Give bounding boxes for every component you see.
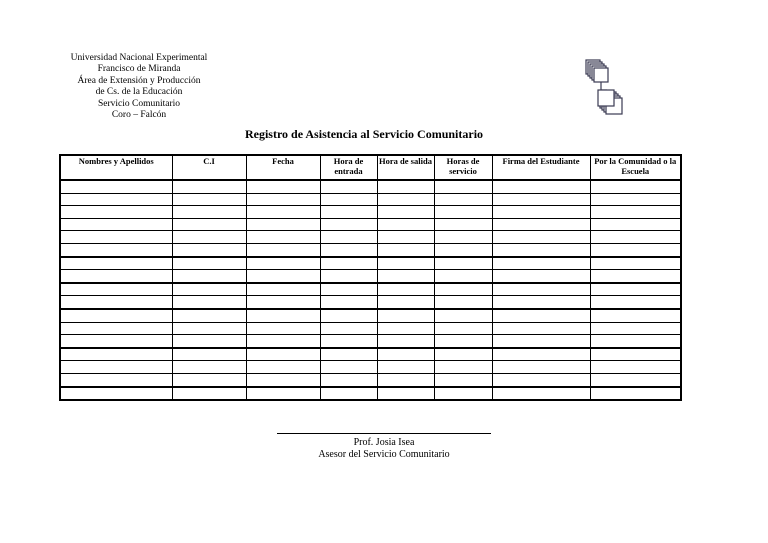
institution-line: Área de Extensión y Producción bbox=[77, 75, 201, 86]
table-cell[interactable] bbox=[60, 193, 172, 206]
table-cell[interactable] bbox=[434, 335, 492, 348]
attendance-table bbox=[59, 154, 682, 401]
table-cell[interactable] bbox=[172, 257, 246, 270]
table-cell[interactable] bbox=[492, 180, 590, 193]
table-row bbox=[60, 206, 681, 219]
table-cell[interactable] bbox=[246, 283, 320, 296]
table-cell[interactable] bbox=[434, 322, 492, 335]
table-cell[interactable] bbox=[246, 296, 320, 309]
table-cell[interactable] bbox=[60, 283, 172, 296]
table-cell[interactable] bbox=[590, 243, 681, 256]
institution-line: Servicio Comunitario bbox=[97, 98, 181, 109]
signature-line bbox=[277, 433, 491, 434]
table-cell[interactable] bbox=[60, 180, 172, 193]
table-cell[interactable] bbox=[60, 322, 172, 335]
table-cell[interactable] bbox=[492, 243, 590, 256]
table-cell[interactable] bbox=[590, 348, 681, 361]
table-cell[interactable] bbox=[492, 206, 590, 219]
table-cell[interactable] bbox=[60, 206, 172, 219]
table-cell[interactable] bbox=[246, 206, 320, 219]
table-cell[interactable] bbox=[172, 243, 246, 256]
table-cell[interactable] bbox=[246, 231, 320, 244]
table-cell[interactable] bbox=[246, 335, 320, 348]
table-cell[interactable] bbox=[590, 270, 681, 283]
table-row bbox=[60, 309, 681, 322]
table-cell[interactable] bbox=[172, 218, 246, 231]
table-cell[interactable] bbox=[434, 270, 492, 283]
table-cell[interactable] bbox=[172, 335, 246, 348]
table-cell[interactable] bbox=[172, 309, 246, 322]
table-cell[interactable] bbox=[377, 335, 434, 348]
table-cell[interactable] bbox=[434, 348, 492, 361]
table-cell[interactable] bbox=[246, 322, 320, 335]
table-row bbox=[60, 270, 681, 283]
table-cell[interactable] bbox=[60, 387, 172, 401]
table-row bbox=[60, 335, 681, 348]
table-cell[interactable] bbox=[246, 309, 320, 322]
table-cell[interactable] bbox=[492, 335, 590, 348]
table-cell[interactable] bbox=[590, 387, 681, 401]
table-cell[interactable] bbox=[492, 270, 590, 283]
table-cell[interactable] bbox=[492, 322, 590, 335]
table-row bbox=[60, 231, 681, 244]
table-cell[interactable] bbox=[320, 348, 377, 361]
table-cell[interactable] bbox=[320, 361, 377, 374]
column-header: Por la Comunidad o la Escuela bbox=[590, 155, 681, 180]
table-cell[interactable] bbox=[492, 231, 590, 244]
table-cell[interactable] bbox=[434, 243, 492, 256]
table-cell[interactable] bbox=[434, 309, 492, 322]
table-cell[interactable] bbox=[60, 270, 172, 283]
table-cell[interactable] bbox=[434, 257, 492, 270]
table-cell[interactable] bbox=[246, 270, 320, 283]
table-cell[interactable] bbox=[60, 361, 172, 374]
table-cell[interactable] bbox=[492, 348, 590, 361]
table-cell[interactable] bbox=[434, 373, 492, 386]
table-cell[interactable] bbox=[246, 218, 320, 231]
table-cell[interactable] bbox=[172, 322, 246, 335]
column-header: C.I bbox=[172, 155, 246, 180]
table-cell[interactable] bbox=[492, 309, 590, 322]
table-cell[interactable] bbox=[172, 373, 246, 386]
table-cell[interactable] bbox=[434, 387, 492, 401]
table-cell[interactable] bbox=[434, 218, 492, 231]
table-cell[interactable] bbox=[320, 243, 377, 256]
table-cell[interactable] bbox=[246, 243, 320, 256]
table-cell[interactable] bbox=[434, 193, 492, 206]
table-cell[interactable] bbox=[590, 283, 681, 296]
table-cell[interactable] bbox=[590, 309, 681, 322]
signature-name: Prof. Josia Isea bbox=[353, 437, 415, 448]
table-cell[interactable] bbox=[434, 206, 492, 219]
table-cell[interactable] bbox=[492, 387, 590, 401]
signature-block bbox=[277, 437, 491, 461]
table-cell[interactable] bbox=[246, 348, 320, 361]
table-cell[interactable] bbox=[377, 257, 434, 270]
table-cell[interactable] bbox=[590, 257, 681, 270]
table-cell[interactable] bbox=[172, 283, 246, 296]
table-cell[interactable] bbox=[60, 243, 172, 256]
institution-header bbox=[48, 53, 230, 121]
table-cell[interactable] bbox=[320, 373, 377, 386]
table-cell[interactable] bbox=[60, 296, 172, 309]
table-cell[interactable] bbox=[590, 296, 681, 309]
table-cell[interactable] bbox=[320, 206, 377, 219]
table-cell[interactable] bbox=[377, 180, 434, 193]
table-row bbox=[60, 193, 681, 206]
table-cell[interactable] bbox=[246, 373, 320, 386]
table-cell[interactable] bbox=[377, 322, 434, 335]
table-cell[interactable] bbox=[377, 348, 434, 361]
table-cell[interactable] bbox=[320, 335, 377, 348]
column-header: Hora de entrada bbox=[320, 155, 377, 180]
institution-line: Universidad Nacional Experimental bbox=[70, 53, 208, 63]
column-header: Horas de servicio bbox=[434, 155, 492, 180]
table-row bbox=[60, 180, 681, 193]
table-cell[interactable] bbox=[172, 180, 246, 193]
table-cell[interactable] bbox=[377, 218, 434, 231]
table-cell[interactable] bbox=[434, 296, 492, 309]
table-cell[interactable] bbox=[377, 270, 434, 283]
table-cell[interactable] bbox=[434, 180, 492, 193]
table-cell[interactable] bbox=[434, 231, 492, 244]
table-cell[interactable] bbox=[377, 373, 434, 386]
table-cell[interactable] bbox=[320, 309, 377, 322]
table-cell[interactable] bbox=[434, 283, 492, 296]
table-cell[interactable] bbox=[172, 270, 246, 283]
table-cell[interactable] bbox=[172, 387, 246, 401]
signature-role: Asesor del Servicio Comunitario bbox=[318, 449, 450, 460]
table-cell[interactable] bbox=[377, 231, 434, 244]
table-row bbox=[60, 387, 681, 401]
table-cell[interactable] bbox=[246, 257, 320, 270]
table-cell[interactable] bbox=[320, 322, 377, 335]
table-cell[interactable] bbox=[60, 348, 172, 361]
table-row bbox=[60, 218, 681, 231]
table-cell[interactable] bbox=[172, 361, 246, 374]
table-cell[interactable] bbox=[172, 193, 246, 206]
table-row bbox=[60, 243, 681, 256]
institution-line: Francisco de Miranda bbox=[97, 64, 181, 75]
table-cell[interactable] bbox=[590, 193, 681, 206]
column-header: Hora de salida bbox=[377, 155, 434, 180]
table-cell[interactable] bbox=[246, 193, 320, 206]
table-row bbox=[60, 322, 681, 335]
table-cell[interactable] bbox=[60, 373, 172, 386]
table-cell[interactable] bbox=[590, 206, 681, 219]
table-cell[interactable] bbox=[377, 283, 434, 296]
table-cell[interactable] bbox=[590, 231, 681, 244]
table-cell[interactable] bbox=[492, 361, 590, 374]
table-row bbox=[60, 373, 681, 386]
table-cell[interactable] bbox=[590, 180, 681, 193]
table-cell[interactable] bbox=[377, 193, 434, 206]
table-cell[interactable] bbox=[492, 257, 590, 270]
document-title: Registro de Asistencia al Servicio Comunitario bbox=[244, 127, 484, 141]
table-cell[interactable] bbox=[590, 218, 681, 231]
table-row bbox=[60, 296, 681, 309]
table-cell[interactable] bbox=[320, 257, 377, 270]
table-cell[interactable] bbox=[172, 296, 246, 309]
table-cell[interactable] bbox=[590, 335, 681, 348]
table-cell[interactable] bbox=[172, 348, 246, 361]
table-cell[interactable] bbox=[246, 361, 320, 374]
table-cell[interactable] bbox=[60, 335, 172, 348]
table-cell[interactable] bbox=[377, 243, 434, 256]
table-cell[interactable] bbox=[320, 270, 377, 283]
table-cell[interactable] bbox=[320, 296, 377, 309]
table-cell[interactable] bbox=[320, 193, 377, 206]
table-header-row bbox=[60, 155, 681, 180]
table-cell[interactable] bbox=[320, 283, 377, 296]
table-cell[interactable] bbox=[590, 373, 681, 386]
table-cell[interactable] bbox=[60, 218, 172, 231]
table-cell[interactable] bbox=[320, 387, 377, 401]
table-cell[interactable] bbox=[320, 231, 377, 244]
table-cell[interactable] bbox=[377, 387, 434, 401]
table-cell[interactable] bbox=[60, 257, 172, 270]
table-cell[interactable] bbox=[60, 231, 172, 244]
table-cell[interactable] bbox=[172, 231, 246, 244]
table-cell[interactable] bbox=[492, 296, 590, 309]
table-cell[interactable] bbox=[492, 193, 590, 206]
institution-line: de Cs. de la Educación bbox=[95, 87, 183, 98]
column-header: Fecha bbox=[246, 155, 320, 180]
university-logo-icon bbox=[584, 58, 628, 118]
column-header: Firma del Estudiante bbox=[492, 155, 590, 180]
table-cell[interactable] bbox=[590, 322, 681, 335]
table-cell[interactable] bbox=[492, 283, 590, 296]
table-cell[interactable] bbox=[377, 206, 434, 219]
table-cell[interactable] bbox=[246, 180, 320, 193]
table-cell[interactable] bbox=[434, 361, 492, 374]
table-cell[interactable] bbox=[492, 373, 590, 386]
table-cell[interactable] bbox=[60, 309, 172, 322]
table-cell[interactable] bbox=[492, 218, 590, 231]
table-cell[interactable] bbox=[246, 387, 320, 401]
table-cell[interactable] bbox=[172, 206, 246, 219]
table-cell[interactable] bbox=[377, 296, 434, 309]
table-row bbox=[60, 257, 681, 270]
table-cell[interactable] bbox=[590, 361, 681, 374]
table-cell[interactable] bbox=[320, 218, 377, 231]
table-cell[interactable] bbox=[377, 361, 434, 374]
table-cell[interactable] bbox=[377, 309, 434, 322]
table-cell[interactable] bbox=[320, 180, 377, 193]
institution-line: Coro – Falcón bbox=[111, 110, 167, 121]
table-row bbox=[60, 283, 681, 296]
table-row bbox=[60, 348, 681, 361]
table-row bbox=[60, 361, 681, 374]
column-header: Nombres y Apellidos bbox=[60, 155, 172, 180]
